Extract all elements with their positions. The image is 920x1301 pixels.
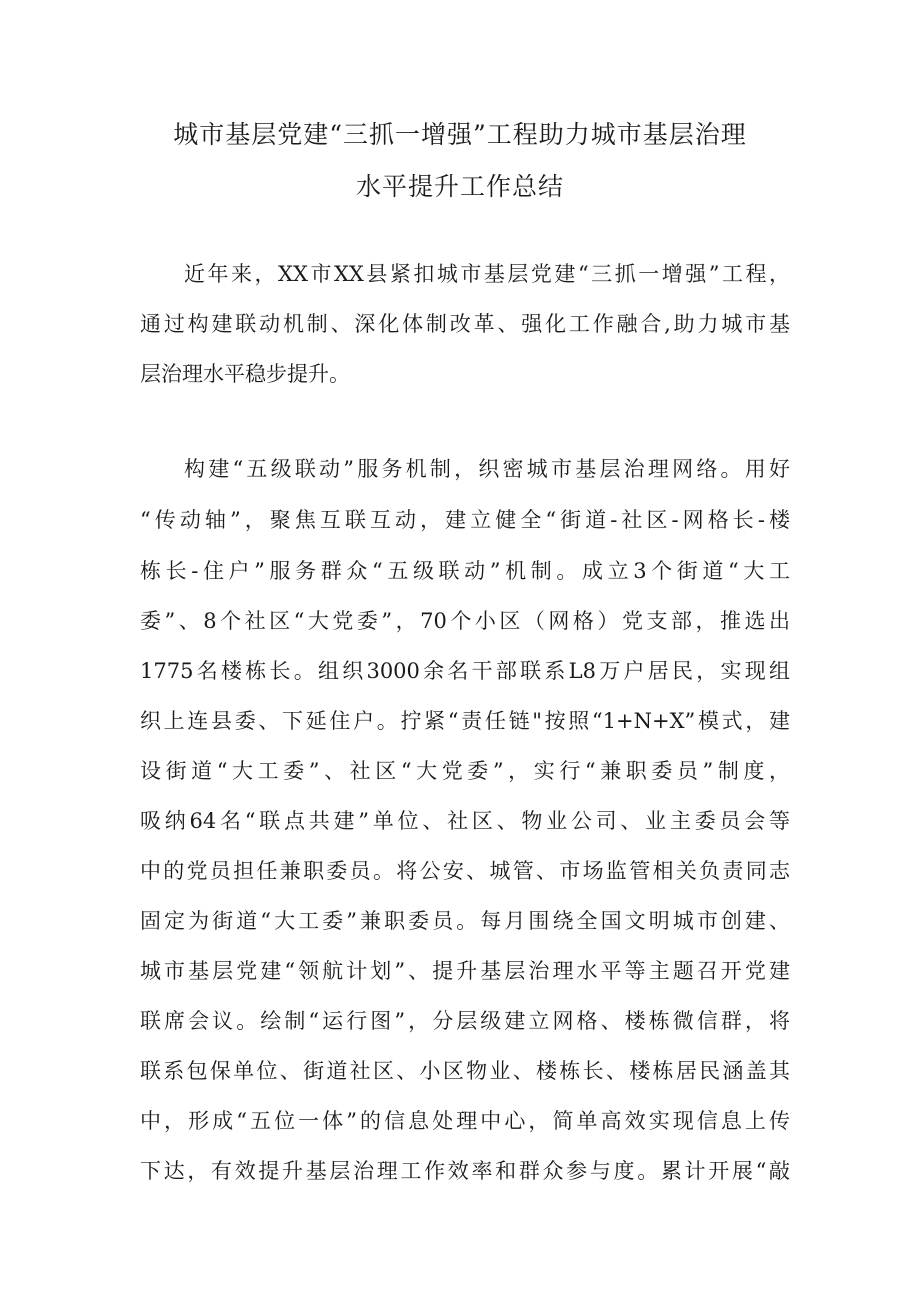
paragraph-line: 联席会议。绘制“运行图”，分层级建立网格、楼栋微信群，将 [140, 1009, 790, 1033]
paragraph-line: 织上连县委、下延住户。拧紧“责任链"按照“1+N+X”模式，建 [140, 709, 790, 733]
document-title-line-1: 城市基层党建“三抓一增强”工程助力城市基层治理 [173, 120, 747, 149]
paragraph-line: 1775名楼栋长。组织3000余名干部联系L8万户居民，实现组 [140, 659, 790, 683]
paragraph-line: “传动轴”，聚焦互联互动，建立健全“街道-社区-网格长-楼 [140, 508, 790, 532]
paragraph-line: 中的党员担任兼职委员。将公安、城管、市场监管相关负责同志 [140, 859, 790, 883]
paragraph-line: 中，形成“五位一体”的信息处理中心，简单高效实现信息上传 [140, 1109, 790, 1133]
paragraph-line: 栋长-住户”服务群众“五级联动”机制。成立3个街道“大工 [140, 559, 790, 583]
paragraph-line: 下达，有效提升基层治理工作效率和群众参与度。累计开展“敲 [140, 1159, 790, 1183]
paragraph-line: 委”、8个社区“大党委”，70个小区（网格）党支部，推选出 [140, 609, 790, 633]
document-title-line-2: 水平提升工作总结 [355, 172, 564, 201]
paragraph-line: 构建“五级联动”服务机制，织密城市基层治理网络。用好 [184, 457, 790, 481]
paragraph-line: 城市基层党建“领航计划”、提升基层治理水平等主题召开党建 [140, 959, 790, 983]
paragraph-line: 通过构建联动机制、深化体制改革、强化工作融合,助力城市基 [140, 312, 790, 336]
paragraph-line: 设街道“大工委”、社区“大党委”，实行“兼职委员”制度， [140, 759, 790, 783]
paragraph-line: 近年来，XX市XX县紧扣城市基层党建“三抓一增强”工程， [184, 262, 790, 286]
paragraph-line: 固定为街道“大工委”兼职委员。每月围绕全国文明城市创建、 [140, 909, 790, 933]
paragraph-line: 层治理水平稳步提升。 [140, 362, 350, 386]
paragraph-line: 联系包保单位、街道社区、小区物业、楼栋长、楼栋居民涵盖其 [140, 1059, 790, 1083]
paragraph-line: 吸纳64名“联点共建”单位、社区、物业公司、业主委员会等 [140, 809, 790, 833]
